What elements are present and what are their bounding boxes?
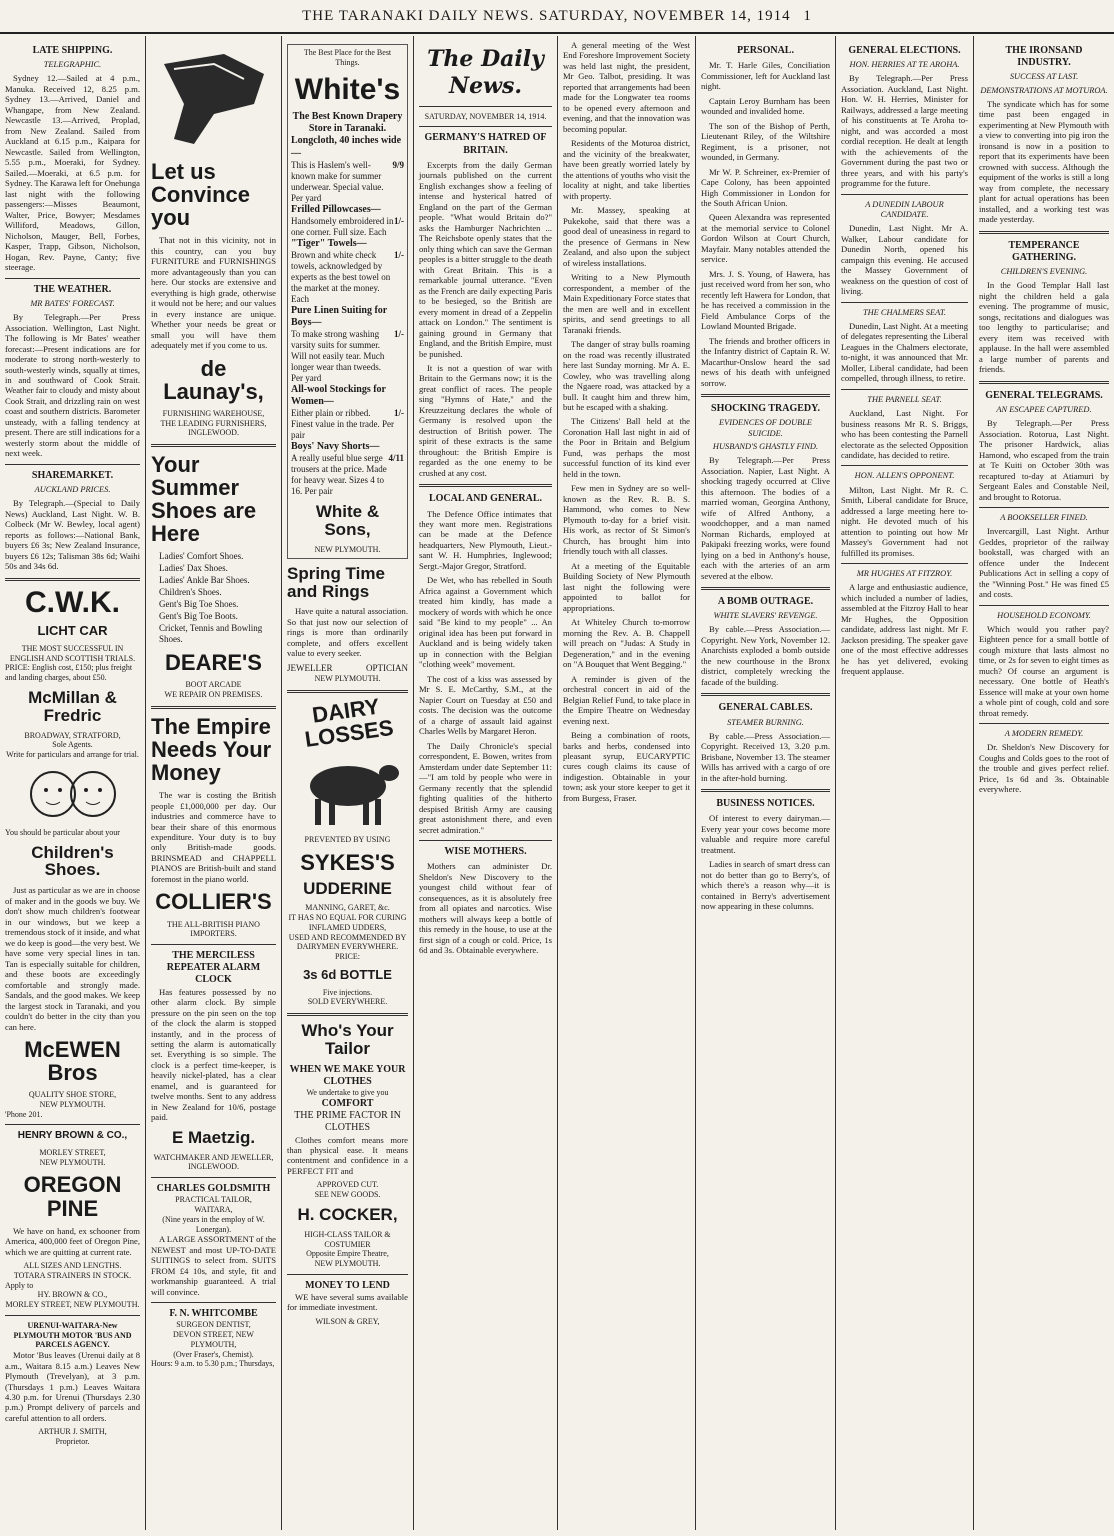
money-text: WE have several sums available for immediate investment.	[287, 1291, 408, 1313]
deares-sub: BOOT ARCADE	[185, 680, 242, 690]
spring-town: NEW PLYMOUTH.	[314, 673, 381, 683]
allen-text: Milton, Last Night. Mr R. C. Smith, Liberal candidate for Bruce, addressed a large meeting here to-night. He devoted much of his attention to pointing out how Mr Massey's Government had not fulfilled its promises.	[841, 484, 968, 558]
mcewen-name: McEWEN Bros	[24, 1036, 121, 1086]
henry-brown-apply-name: HY. BROWN & CO.,	[37, 1290, 108, 1300]
whites-item	[291, 238, 404, 305]
whites-item	[291, 135, 404, 203]
chalmers-sub: THE CHALMERS SEAT.	[862, 307, 947, 317]
repeater-title: THE MERCILESS REPEATER ALARM CLOCK	[166, 950, 261, 986]
shocking-sub1: EVIDENCES OF DOUBLE SUICIDE.	[718, 418, 813, 438]
shocking-heading: SHOCKING TRAGEDY.	[711, 403, 820, 415]
urenui-signature: ARTHUR J. SMITH,	[38, 1427, 107, 1437]
whites-town: NEW PLYMOUTH.	[314, 545, 381, 555]
empire-title: The Empire Needs Your Money	[151, 713, 272, 785]
whitcombe-note: (Over Fraser's, Chemist).	[173, 1349, 254, 1359]
mcmillan-role: Sole Agents.	[52, 740, 93, 750]
letus-title: Let us Convince you	[151, 159, 251, 231]
repeater-text: Has features possessed by no other alarm clock. By simple pressure on the pin seen on the top of the clock the alarm is stopped instantly, and in the process of setting the alarm is automatically set. Everything is so simple. The clock is a perfect time-keeper, is heavily nickel-plated, has a clear enamel, and is guaranteed for twelve months. Sent to any address in New Zealand for 10/6, postage paid.	[151, 986, 276, 1123]
local-news-paragraph: A general meeting of the West End Foreshore Improvement Society was held last night, the president, Mr Geo. Talbot, presiding. It was reported that arrangements had been made for the Longwater tea rooms to be opened every afternoon and evening, and that the innovation was becoming popular.	[563, 40, 690, 134]
telegrams-heading: GENERAL TELEGRAMS.	[985, 389, 1103, 401]
editorial-paragraph: It is not a question of war with Britain to the Germans now; it is the great conflict of races. The people sing "Hymns of Hate," and the Kreuzzeitung declares the whole of Germany is resolved upon the destruction of British power. The spirit of these extracts is the same throughout: the British Empire is regarded as the one enemy to be crushed at any cost.	[419, 362, 552, 478]
letus-text: That not in this vicinity, not in this country, can you buy FURNITURE and FURNISHINGS more advantageously than you can here. Our stocks are extensive and everything is high grade, otherwise it would not be here; and our values in every instance are unique. Whether your needs be great or small you will have them adequately met if you come to us.	[151, 235, 276, 351]
local-heading: LOCAL AND GENERAL.	[428, 493, 543, 505]
paper-date: SATURDAY, NOVEMBER 14, 1914.	[424, 111, 547, 121]
whites-name: White's	[294, 72, 401, 106]
henry-brown-apply: Apply to	[5, 1280, 34, 1290]
local-paragraph: The Daily Chronicle's special correspondent, E. Bowen, writes from Amsterdam under date September 11:—"I am told by people who were in Germany recently that the splendid fighting qualities of the hitherto despised British Army are causing great astonishment there, and even secret admiration."	[419, 740, 552, 835]
temperance-text: In the Good Templar Hall last night the children held a gala evening. The programme of music, songs, recitations and dialogues was too lengthy to particularise; and every item was received with applause. In the hall were assembled a large number of parents and friends.	[979, 280, 1109, 375]
urenui-title: URENUI-WAITARA-New PLYMOUTH MOTOR 'BUS AND PARCELS AGENCY.	[13, 1320, 132, 1350]
personal-heading: PERSONAL.	[737, 45, 794, 56]
whites-tag: The Best Known Drapery Store in Taranaki.	[292, 111, 403, 135]
personal-paragraph: Queen Alexandra was represented at the memorial service to Colonel Gordon Wilson at Court Church, Mayfair. Many notables attended the service.	[701, 212, 830, 265]
shoes-text: Just as particular as we are in choose of maker and in the goods we buy. We don't show much children's footwear in our windows, but we keep a tremendous stock of it inside, and what we do keep is good—the very best. We have some very special lines in tan. Tan is especially suitable for children, and these boots are exceedingly comfortable and strongly made. Sandals, and the good makes. We keep the largest stock in Taranaki, and you couldn't do better in the city than you can here.	[5, 885, 140, 1032]
ironsand-sub: SUCCESS AT LAST.	[1009, 72, 1079, 82]
herries-text: By Telegraph.—Per Press Association. Auckland, Last Night. Hon. W. H. Herries, Minister for Railways, addressed a large meeting of his constituents at Te Aroha to-night, and was accorded a most cordial reception. He dealt at length with the achievements of the Government during the past two or three years, and with his party's programme for the future.	[841, 73, 968, 189]
ironsand-text: The syndicate which has for some time past been engaged in experimenting at New Plymouth with a view to converting into pig iron the ironsand is now in a position to report that its experiments have been crowned with success. Although the equipment of the works is still a long way from complete, the necessary plant for actual operations has been installed, and a working test was made yesterday.	[979, 98, 1109, 225]
whites-item-price: 1/-	[394, 408, 404, 419]
money-title: MONEY TO LEND	[305, 1279, 390, 1291]
mcmillan-address: BROADWAY, STRATFORD,	[24, 730, 121, 740]
tailor-line1: WHEN WE MAKE YOUR CLOTHES	[289, 1063, 406, 1087]
temperance-sub: CHILDREN'S EVENING.	[1000, 267, 1088, 277]
escape-text: By Telegraph.—Per Press Association. Rotorua, Last Night. The prisoner Hardwick, alias Hamond, who escaped from the train at Te Kuiti on October 30th was recaptured to-day at Atiamuri by Sergeant Eales and Constable Neil, and brought to Rotorua.	[979, 418, 1109, 502]
urenui-text: Motor 'Bus leaves (Urenui daily at 8 a.m., Waitara 8.15 a.m.) Leaves New Plymouth (Trevelyan), at 3 p.m. (Thursdays 1 p.m.) Leaves Waitara 4.30 p.m. for Urenui (Thursdays 2.30 p.m.) Prompt delivery of parcels and careful attention to all orders.	[5, 1350, 140, 1423]
children-illustration	[18, 764, 128, 824]
whites-item-price: 1/-	[394, 249, 404, 260]
whites-item	[291, 204, 404, 238]
ironsand-heading: THE IRONSAND INDUSTRY.	[1005, 45, 1083, 69]
cables-heading: GENERAL CABLES.	[718, 702, 813, 714]
local-paragraph: The cost of a kiss was assessed by Mr S. E. McCarthy, S.M., at the Napier Court on Tuesday at £50 and costs. The decision was the outcome of a charge of assault laid against Charles Wells by Margaret Heron.	[419, 673, 552, 737]
wise-heading: WISE MOTHERS.	[444, 846, 527, 858]
henry-brown-stock: TOTARA STRAINERS IN STOCK.	[13, 1270, 132, 1280]
henry-brown-text: We have on hand, ex schooner from America, 400,000 feet of Oregon Pine, which we are quitting at current rate.	[5, 1225, 140, 1257]
remedy-sub: A MODERN REMEDY.	[1004, 729, 1084, 739]
column-3	[282, 36, 414, 1530]
parnell-sub: THE PARNELL SEAT.	[867, 394, 942, 404]
pointing-hand-illustration	[154, 44, 274, 154]
summer-item: Ladies' Dax Shoes.	[159, 563, 228, 574]
summer-title: Your Summer Shoes are Here	[151, 452, 257, 547]
mcmillan-name: McMillan & Fredric	[28, 687, 117, 725]
sykes-price-label: PRICE:	[335, 952, 360, 962]
whites-item-text: Handsomely embroidered in one corner. Full size. Each	[291, 215, 394, 237]
local-news-paragraph: Writing to a New Plymouth correspondent, a member of the Main Expeditionary Force states that the men are well and in excellent spirits, and send greetings to all Taranaki friends.	[563, 272, 690, 335]
cables-sub: STEAMER BURNING.	[727, 717, 804, 727]
tailor-title: Who's Your Tailor	[301, 1021, 394, 1058]
fined-sub: A BOOKSELLER FINED.	[1000, 512, 1088, 522]
cow-illustration	[293, 751, 403, 831]
cwk-price: PRICE: English cost, £150; plus freight and landing charges, about £50.	[5, 663, 133, 683]
sykes-name: SYKES'S	[300, 849, 395, 875]
whites-item	[291, 441, 404, 497]
delaunay-line2: THE LEADING FURNISHERS,	[160, 418, 267, 428]
maetzig-name: E Maetzig.	[171, 1127, 256, 1147]
henry-brown-sizes: ALL SIZES AND LENGTHS.	[23, 1261, 122, 1271]
personal-paragraph: Mr. T. Harle Giles, Conciliation Commissioner, left for Auckland last night.	[701, 60, 830, 92]
whites-item-text: To make strong washing varsity suits for summer. Will not easily tear. Much longer wear than tweeds. Per yard	[291, 329, 385, 384]
shipping-text: Sydney 12.—Sailed at 4 p.m., Manuka. Received 12, 8.25 p.m. Sydney 13.—Arrived, Daniel and Whangape, from New Zealand. Newcastle 13.—Arrived, Proplad, from New Zealand. Sailed from Auckland at 6.15 p.m., Kaipara for Newcastle. Sailed from Wellington, 5.55 p.m., Moeraki, for Sydney. Sailed.—Moeraki, at 6.5 p.m. for Sydney. The Karawa left for Onehunga last night with the following passengers:—Misses Beaumont, Walter, Price, Bowyer; Mesdames Williford, Meadows, Gillon, Nicholson, Mauger, Bell, Forbes, Kasper, Trapp, Gibson, Nicholson, Hogan, Rev. Payne, Canty; five steerage.	[5, 73, 140, 273]
money-name: WILSON & GREY,	[315, 1316, 380, 1326]
whites-item-text: Brown and white check towels, acknowledged by experts as the best towel on the market at the money. Each	[291, 249, 391, 304]
tailor-line2: We undertake to give you	[306, 1088, 389, 1098]
cocker-address: Opposite Empire Theatre,	[306, 1249, 389, 1259]
remedy-text: Dr. Sheldon's New Discovery for Coughs and Colds goes to the root of the trouble and gives perfect relief. Price, 1s 6d and 3s. Obtainable everywhere.	[979, 742, 1109, 795]
local-paragraph: De Wet, who has rebelled in South Africa against a Government which treated him kindly, has made a mockery of words with which he once said "Be kind to my people" ... An original idea has been put forward in Auckland and is being widely taken up in connection with the Belgian "clothing week" movement.	[419, 575, 552, 670]
tailor-see: SEE NEW GOODS.	[314, 1190, 381, 1200]
household-text: Which would you rather pay? Eighteen pence for a small bottle of cough mixture that lasts almost no time, or 2s for seven to eight times as much? Of course an argument is necessary. One bottle of Heath's Essence will make at your own home a whole pint of cough, cold and sore throat remedy.	[979, 623, 1109, 718]
column-7	[836, 36, 974, 1530]
wise-text: Mothers can administer Dr. Sheldon's New Discovery to the youngest child without fear of consequences, as it is absolutely free from all opiates and narcotics. Wise mothers will always keep a bottle of this remedy in the house, to use at the first sign of a cough or cold. Price, 1s 6d and 3s. Obtainable everywhere.	[419, 861, 552, 956]
bomb-text: By cable.—Press Association.—Copyright. New York, November 12. Anarchists exploded a bomb outside the new courthouse in the Bronx district, completely wrecking the facade of the building.	[701, 624, 830, 687]
weather-sub: MR BATES' FORECAST.	[30, 298, 115, 308]
business-heading: BUSINESS NOTICES.	[716, 798, 815, 810]
goldsmith-role: PRACTICAL TAILOR,	[175, 1195, 252, 1205]
whites-store: White & Sons,	[315, 502, 380, 540]
column-5	[558, 36, 696, 1530]
shipping-heading: LATE SHIPPING.	[32, 45, 113, 56]
bomb-sub: WHITE SLAVERS' REVENGE.	[713, 611, 818, 621]
cwk-name: C.W.K.	[25, 585, 120, 619]
summer-item: Gent's Big Toe Shoes.	[159, 599, 239, 610]
colliers-sub: THE ALL-BRITISH PIANO IMPORTERS.	[167, 919, 260, 939]
summer-item: Ladies' Comfort Shoes.	[159, 551, 244, 562]
local-paragraph: The Defence Office intimates that they want more men. Registrations can be made at the Defence headquarters, New Plymouth, Lieut.-sant W. H. Humphries, Inglewood; Sergt.-Major Gregor, Stratford.	[419, 508, 552, 571]
goldsmith-note: (Nine years in the employ of W. Lonergan).	[162, 1214, 265, 1234]
local-news-paragraph: The Citizens' Ball held at the Coronation Hall last night in aid of the Poor in Britain and Belgium Fund, was perhaps the most successful function of its kind ever held in the town.	[563, 416, 690, 479]
spring-text: Have quite a natural association. So that just now our selection of rings is more than ordinarily complete, and offers excellent value to every seeker.	[287, 606, 408, 659]
delaunay-name: de Launay's,	[163, 355, 264, 404]
shocking-sub2: HUSBAND'S GHASTLY FIND.	[712, 441, 819, 451]
shipping-sub: TELEGRAPHIC.	[43, 60, 102, 70]
whites-item	[291, 305, 404, 384]
maetzig-sub: WATCHMAKER AND JEWELLER, INGLEWOOD.	[153, 1152, 274, 1172]
sykes-product: UDDERINE	[303, 878, 392, 898]
page-number: 1	[803, 8, 812, 24]
chalmers-text: Dunedin, Last Night. At a meeting of delegates representing the Liberal Leagues in the Chalmers electorate, to-night, it was announced that Mr. Moller, Liberal candidate, had been compelled, through illness, to retire.	[841, 320, 968, 384]
paper-title: The Daily News.	[427, 46, 544, 99]
editorial-heading: GERMANY'S HATRED OF BRITAIN.	[424, 132, 547, 156]
henry-brown-town: NEW PLYMOUTH.	[39, 1157, 106, 1167]
summer-item: Gent's Big Toe Boots.	[159, 611, 238, 622]
whites-item-title: Pure Linen Suiting for Boys—	[291, 304, 388, 328]
whites-advert	[287, 44, 408, 559]
summer-items	[151, 551, 276, 645]
temperance-heading: TEMPERANCE GATHERING.	[1008, 239, 1080, 263]
local-news-paragraph: Few men in Sydney are so well-known as the Rev. R. B. S. Hammond, who comes to New Plymouth to-day for a brief visit. His work, as rector of St Simon's Church, has brought him into friendly touch with all classes.	[563, 483, 690, 557]
summer-item: Cricket, Tennis and Bowling Shoes.	[159, 623, 263, 645]
masthead-title: THE TARANAKI DAILY NEWS. SATURDAY, NOVEMBER 14, 1914	[302, 8, 791, 24]
whites-item-title: Longcloth, 40 inches wide—	[291, 135, 402, 159]
tailor-text: Clothes comfort means more than physical ease. It means contentment and confidence in a PERFECT FIT and	[287, 1134, 408, 1176]
urenui-role: Proprietor.	[55, 1437, 90, 1447]
bomb-heading: A BOMB OUTRAGE.	[717, 595, 814, 607]
summer-item: Ladies' Ankle Bar Shoes.	[159, 575, 250, 586]
goldsmith-town: WAITARA,	[194, 1205, 233, 1215]
tailor-approved: APPROVED CUT.	[316, 1180, 379, 1190]
cocker-role: HIGH-CLASS TAILOR & COSTUMIER	[304, 1229, 391, 1249]
tailor-line4: THE PRIME FACTOR IN CLOTHES	[294, 1110, 401, 1134]
delaunay-line1: FURNISHING WAREHOUSE,	[162, 408, 265, 418]
sharemarket-heading: SHAREMARKET.	[31, 469, 114, 481]
whites-item-title: Frilled Pillowcases—	[291, 203, 381, 215]
tailor-line3: COMFORT	[321, 1097, 374, 1109]
summer-item: Children's Shoes.	[159, 587, 222, 598]
henry-brown-address: MORLEY STREET,	[39, 1147, 106, 1157]
spring-right: OPTICIAN	[366, 662, 408, 673]
whites-item-title: Boys' Navy Shorts—	[291, 441, 380, 453]
local-news-paragraph: The danger of stray bulls roaming on the road was recently illustrated here last Sunday morning. Mr A. E. Cowley, who was travelling along the Ngaere road, was attacked by a bull. It caught him and threw him, but he escaped with a shaking.	[563, 339, 690, 412]
sykes-prevented: PREVENTED BY USING	[304, 834, 391, 844]
spring-title: Spring Time and Rings	[287, 563, 385, 601]
editorial-paragraph: Excerpts from the daily German journals published on the current English exchanges show a feeling of intense and hysterical hatred of England on the part of the German people. "What would Britain do?" asks the Hamburger Nachrichten ... The Reichsbote openly states that the only thing which can save the German peoples is a bitter struggle to the death with Great Britain. This is a remarkable journal utterance. "Even as the French are daily expecting Paris to be besieged, so the British are every moment in dread of a Zeppelin attack on London." The sentiment is gaining ground in Germany that England, and the British Empire, must be punished.	[419, 159, 552, 359]
goldsmith-text: A LARGE ASSORTMENT of the NEWEST and most UP-TO-DATE SUITINGS to select from. SUITS FROM £4 10s, and style, fit and workmanship guaranteed. A trial will convince.	[151, 1234, 276, 1297]
sykes-maker: MANNING, GARET, &c.	[305, 903, 390, 913]
column-2	[146, 36, 282, 1530]
allen-sub: HON. ALLEN'S OPPONENT.	[854, 471, 955, 481]
spring-footer	[287, 663, 408, 674]
colliers-name: COLLIER'S	[155, 889, 272, 915]
column-8	[974, 36, 1114, 1530]
oregon-pine: OREGON PINE	[23, 1172, 122, 1221]
household-sub: HOUSEHOLD ECONOMY.	[997, 610, 1091, 620]
dairy-losses-headline: DAIRY LOSSES	[303, 693, 396, 752]
whites-item-text: This is Haslem's well-known make for summer underwear. Special value. Per yard	[291, 159, 384, 203]
deares-sub2: WE REPAIR ON PREMISES.	[164, 690, 263, 700]
cables-text: By cable.—Press Association.—Copyright. Received 13, 3.20 p.m. Brisbane, November 13. The steamer Wills has arrived with a cargo of ore in the after-hold burning.	[701, 730, 830, 783]
whites-item-price: 4/11	[388, 453, 404, 464]
escape-sub: AN ESCAPEE CAPTURED.	[996, 404, 1092, 414]
mcewen-line1: QUALITY SHOE STORE,	[28, 1090, 117, 1100]
shocking-text: By Telegraph.—Per Press Association. Napier, Last Night. A shocking tragedy occurred at Clive this afternoon. The bodies of a married woman, Georgina Anthony, wife of Alfred Anthony, a woodchopper, and a man named Norman Richards, employed at Pakipaki freezing works, were found lying on a bed in Anthony's house, each with the arteries of an arm severed at the elbow.	[701, 455, 830, 581]
fined-text: Invercargill, Last Night. Arthur Geddes, proprietor of the railway bookstall, was charged with an offence under the Indecent Publications Act in selling a copy of the "Winning Post." He was fined £5 and costs.	[979, 526, 1109, 600]
whites-item-title: "Tiger" Towels—	[291, 237, 367, 249]
elections-heading: GENERAL ELECTIONS.	[848, 45, 961, 56]
herries-sub: HON. HERRIES AT TE AROHA.	[849, 60, 960, 70]
whitcombe-address: DEVON STREET, NEW PLYMOUTH,	[173, 1330, 254, 1349]
sharemarket-sub: AUCKLAND PRICES.	[34, 485, 111, 495]
sharemarket-text: By Telegraph.—(Special to Daily News) Auckland, Last Night. W. B. Colbeck (Mr W. Bewley, local agent) reports as follows:—National Bank, buyers £6 3s; New Zealand Insurance, buyers £6 12s; Talisman 38s 6d; Waihi 50s and 34s 6d.	[5, 498, 140, 572]
sykes-price: 3s 6d BOTTLE	[303, 966, 392, 982]
empire-text: The war is costing the British people £1,000,000 per day. Our industries and commerce have to bear their share of this enormous expenditure. Your duty is to buy only British-made goods. BRINSMEAD and CHAPPELL PIANOS are British-built and stand foremost in the piano world.	[151, 790, 276, 884]
shoes-title: Children's Shoes.	[31, 842, 114, 880]
whites-item	[291, 384, 404, 441]
henry-brown-apply-address: MORLEY STREET, NEW PLYMOUTH.	[5, 1300, 140, 1310]
whites-item-price: 9/9	[392, 159, 404, 170]
cwk-tag: LICHT CAR	[37, 623, 108, 639]
delaunay-line3: INGLEWOOD.	[188, 428, 239, 438]
local-news-paragraph: At a meeting of the Equitable Building Society of New Plymouth last night the following were appointed to ballot for appropriations.	[563, 560, 690, 613]
whitcombe-hours: Hours: 9 a.m. to 5.30 p.m.; Thursdays,	[151, 1359, 275, 1369]
parnell-text: Auckland, Last Night. For business reasons Mr R. S. Briggs, who has been contesting the Parnell electorate as the selected Opposition candidate, has decided to retire.	[841, 408, 968, 460]
personal-paragraph: Captain Leroy Burnham has been wounded and invalided home.	[701, 95, 830, 117]
shoes-intro: You should be particular about your	[5, 827, 120, 837]
sykes-used: USED AND RECOMMENDED BY DAIRYMEN EVERYWHERE.	[288, 932, 407, 952]
personal-paragraph: The friends and brother officers in the Infantry district of Captain R. W. Macarthur-Onslow heard the sad news of his death with unfeigned sorrow.	[701, 335, 830, 388]
column-6	[696, 36, 836, 1530]
local-news-paragraph: Being a combination of roots, barks and herbs, condensed into pleasant syrup, EUCARYPTIC cures cough claims its cause of indigestion. Obtainable in your town; ask your store keeper to get it from Burgess, Fraser.	[563, 730, 690, 803]
sykes-note: Five injections.	[322, 987, 373, 997]
column-4	[414, 36, 558, 1530]
ironsand-sub2: DEMONSTRATIONS AT MOTUROA.	[980, 85, 1108, 95]
dunedin-text: Dunedin, Last Night. Mr A. Walker, Labour candidate for Dunedin North, opened his campaign this evening. He accused the Massey Government of weakness on the question of cost of living.	[841, 223, 968, 297]
business-paragraph: Of interest to every dairyman.—Every year your cows become more valuable and require more careful treatment.	[701, 813, 830, 855]
column-1	[0, 36, 146, 1530]
whites-item-price: 1/-	[394, 215, 404, 226]
mcewen-phone: 'Phone 201.	[5, 1109, 43, 1119]
dunedin-sub: A DUNEDIN LABOUR CANDIDATE.	[865, 199, 944, 220]
weather-heading: THE WEATHER.	[33, 283, 112, 295]
personal-paragraph: Mrs. J. S. Young, of Hawera, has just received word from her son, who recently left Hawera for London, that he has received a commission in the Field Ambulance Corps of the Lowland Mounted Brigade.	[701, 268, 830, 332]
sykes-sold: SOLD EVERYWHERE.	[307, 997, 388, 1007]
whites-item-text: A really useful blue serge trousers at the price. Made for heavy wear. Sizes 4 to 16. Per pair	[291, 453, 387, 497]
local-news-paragraph: A reminder is given of the orchestral concert in aid of the Belgian Relief Fund, to take place in the Empire Theatre on Wednesday evening next.	[563, 673, 690, 726]
cocker-town: NEW PLYMOUTH.	[314, 1259, 381, 1269]
local-news-paragraph: At Whiteley Church to-morrow morning the Rev. A. B. Chappell will preach on "Judas: A Study in Degeneration," and in the evening on "A Bouquet that Went Begging."	[563, 617, 690, 670]
whitcombe-name: F. N. WHITCOMBE	[169, 1308, 258, 1320]
whitcombe-role: SURGEON DENTIST,	[176, 1320, 251, 1330]
whites-item-title: All-wool Stockings for Women—	[291, 384, 386, 408]
sykes-claim: IT HAS NO EQUAL FOR CURING INFLAMED UDDERS,	[288, 913, 407, 932]
cocker-name: H. COCKER,	[297, 1204, 398, 1224]
hughes-sub: MR HUGHES AT FITZROY.	[856, 569, 953, 579]
hughes-text: A large and enthusiastic audience, which included a number of ladies, assembled at the Fitzroy Hall to hear Mr Hughes, the Opposition candidate, address last night. Mr F. Jackson presiding. The speaker gave one of the most effective addresses he has yet delivered, evoking frequent applause.	[841, 582, 968, 677]
local-news-paragraph: Residents of the Moturoa district, and the vicinity of the breakwater, have been greatly worried lately by the attentions of youths who visit the locality at night, and take liberties with property.	[563, 138, 690, 201]
personal-paragraph: The son of the Bishop of Perth, Lieutenant Riley, of the Wiltshire Regiment, is a prisoner, not wounded, in Germany.	[701, 120, 830, 163]
business-paragraph: Ladies in search of smart dress can not do better than go to Berry's, of which there's a reason why—it is contained in Berry's advertisement now appearing in these columns.	[701, 859, 830, 912]
whites-item-price: 1/-	[394, 329, 404, 340]
personal-paragraph: Mr W. P. Schreiner, ex-Premier of Cape Colony, has been appointed High Commissioner in London for the South African Union.	[701, 166, 830, 208]
goldsmith-name: CHARLES GOLDSMITH	[156, 1183, 271, 1195]
deares-name: DEARE'S	[165, 650, 262, 676]
mcewen-line2: NEW PLYMOUTH.	[39, 1099, 106, 1109]
whites-item-text: Either plain or ribbed. Finest value in the trade. Per pair	[291, 408, 394, 441]
henry-brown-name: HENRY BROWN & CO.,	[17, 1130, 128, 1142]
cwk-text: THE MOST SUCCESSFUL IN ENGLISH AND SCOTTISH TRIALS.	[9, 643, 136, 663]
masthead	[0, 0, 1114, 34]
spring-left: JEWELLER	[287, 662, 333, 673]
whites-top: The Best Place for the Best Things.	[303, 48, 392, 67]
weather-text: By Telegraph.—Per Press Association. Wellington, Last Night. The following is Mr Bates' weather forecast:—Present indications are for moderate to strong north-westerly to south-westerly winds, squally at times, in and southward of Cook Strait. Weather fair to cloudy and misty about Cook Strait, and drizzling rain on west coast and southern districts. Barometer unsteady, with a falling tendency at present. There are still indications for a westerly storm about the middle of next week.	[5, 312, 140, 459]
local-news-paragraph: Mr. Massey, speaking at Pukekohe, said that there was a good deal of uneasiness in regard to the presence of Germans in New Zealand, and also upon the subject of wireless installations.	[563, 205, 690, 268]
mcmillan-note: Write for particulars and arrange for trial.	[6, 750, 139, 760]
